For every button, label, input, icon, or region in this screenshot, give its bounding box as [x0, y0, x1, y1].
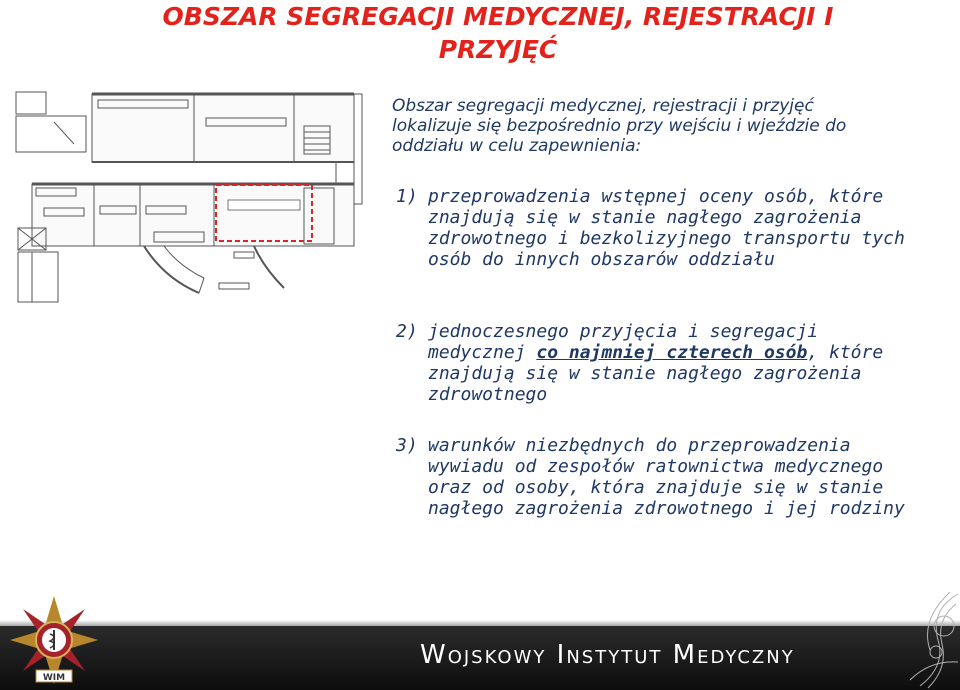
list-item-number: 3)	[396, 435, 418, 456]
list-item-text: warunków niezbędnych do przeprowadzenia wywiadu od zespołów ratownictwa medycznego oraz od osoby, która znajduje się w stanie nagłego zagrożenia zdrowotnego i jej rodziny	[428, 435, 905, 519]
list-item-number: 2)	[396, 321, 418, 342]
intro-paragraph: Obszar segregacji medycznej, rejestracji i przyjęć lokalizuje się bezpośrednio przy wejściu i wjeździe do oddziału w celu zapewnienia:	[392, 96, 847, 156]
list-item-text	[428, 321, 916, 405]
floor-plan-diagram	[14, 88, 364, 308]
list-item	[396, 186, 916, 270]
decorative-swirl-icon	[880, 590, 960, 690]
logo-text: WIM	[42, 673, 66, 683]
list-item-text-before: jednoczesnego przyjęcia i segregacji medycznej	[428, 321, 819, 363]
page-title: OBSZAR SEGREGACJI MEDYCZNEJ, REJESTRACJI I PRZYJĘĆ	[162, 2, 834, 64]
list-item	[396, 321, 916, 405]
list-item-text: przeprowadzenia wstępnej oceny osób, które znajdują się w stanie nagłego zagrożenia zdrowotnego i bezkolizyjnego transportu tych osób do innych obszarów oddziału	[428, 186, 905, 270]
list-item-text-after: , które znajdują się w stanie nagłego zagrożenia zdrowotnego	[428, 342, 884, 405]
list-item-number: 1)	[396, 186, 418, 207]
footer-institution-name: Wojskowy Instytut Medyczny	[420, 640, 795, 670]
list-item	[396, 435, 916, 519]
military-cross-emblem-icon	[4, 592, 104, 690]
list-item-emphasis: co najmniej czterech osób	[536, 342, 808, 363]
